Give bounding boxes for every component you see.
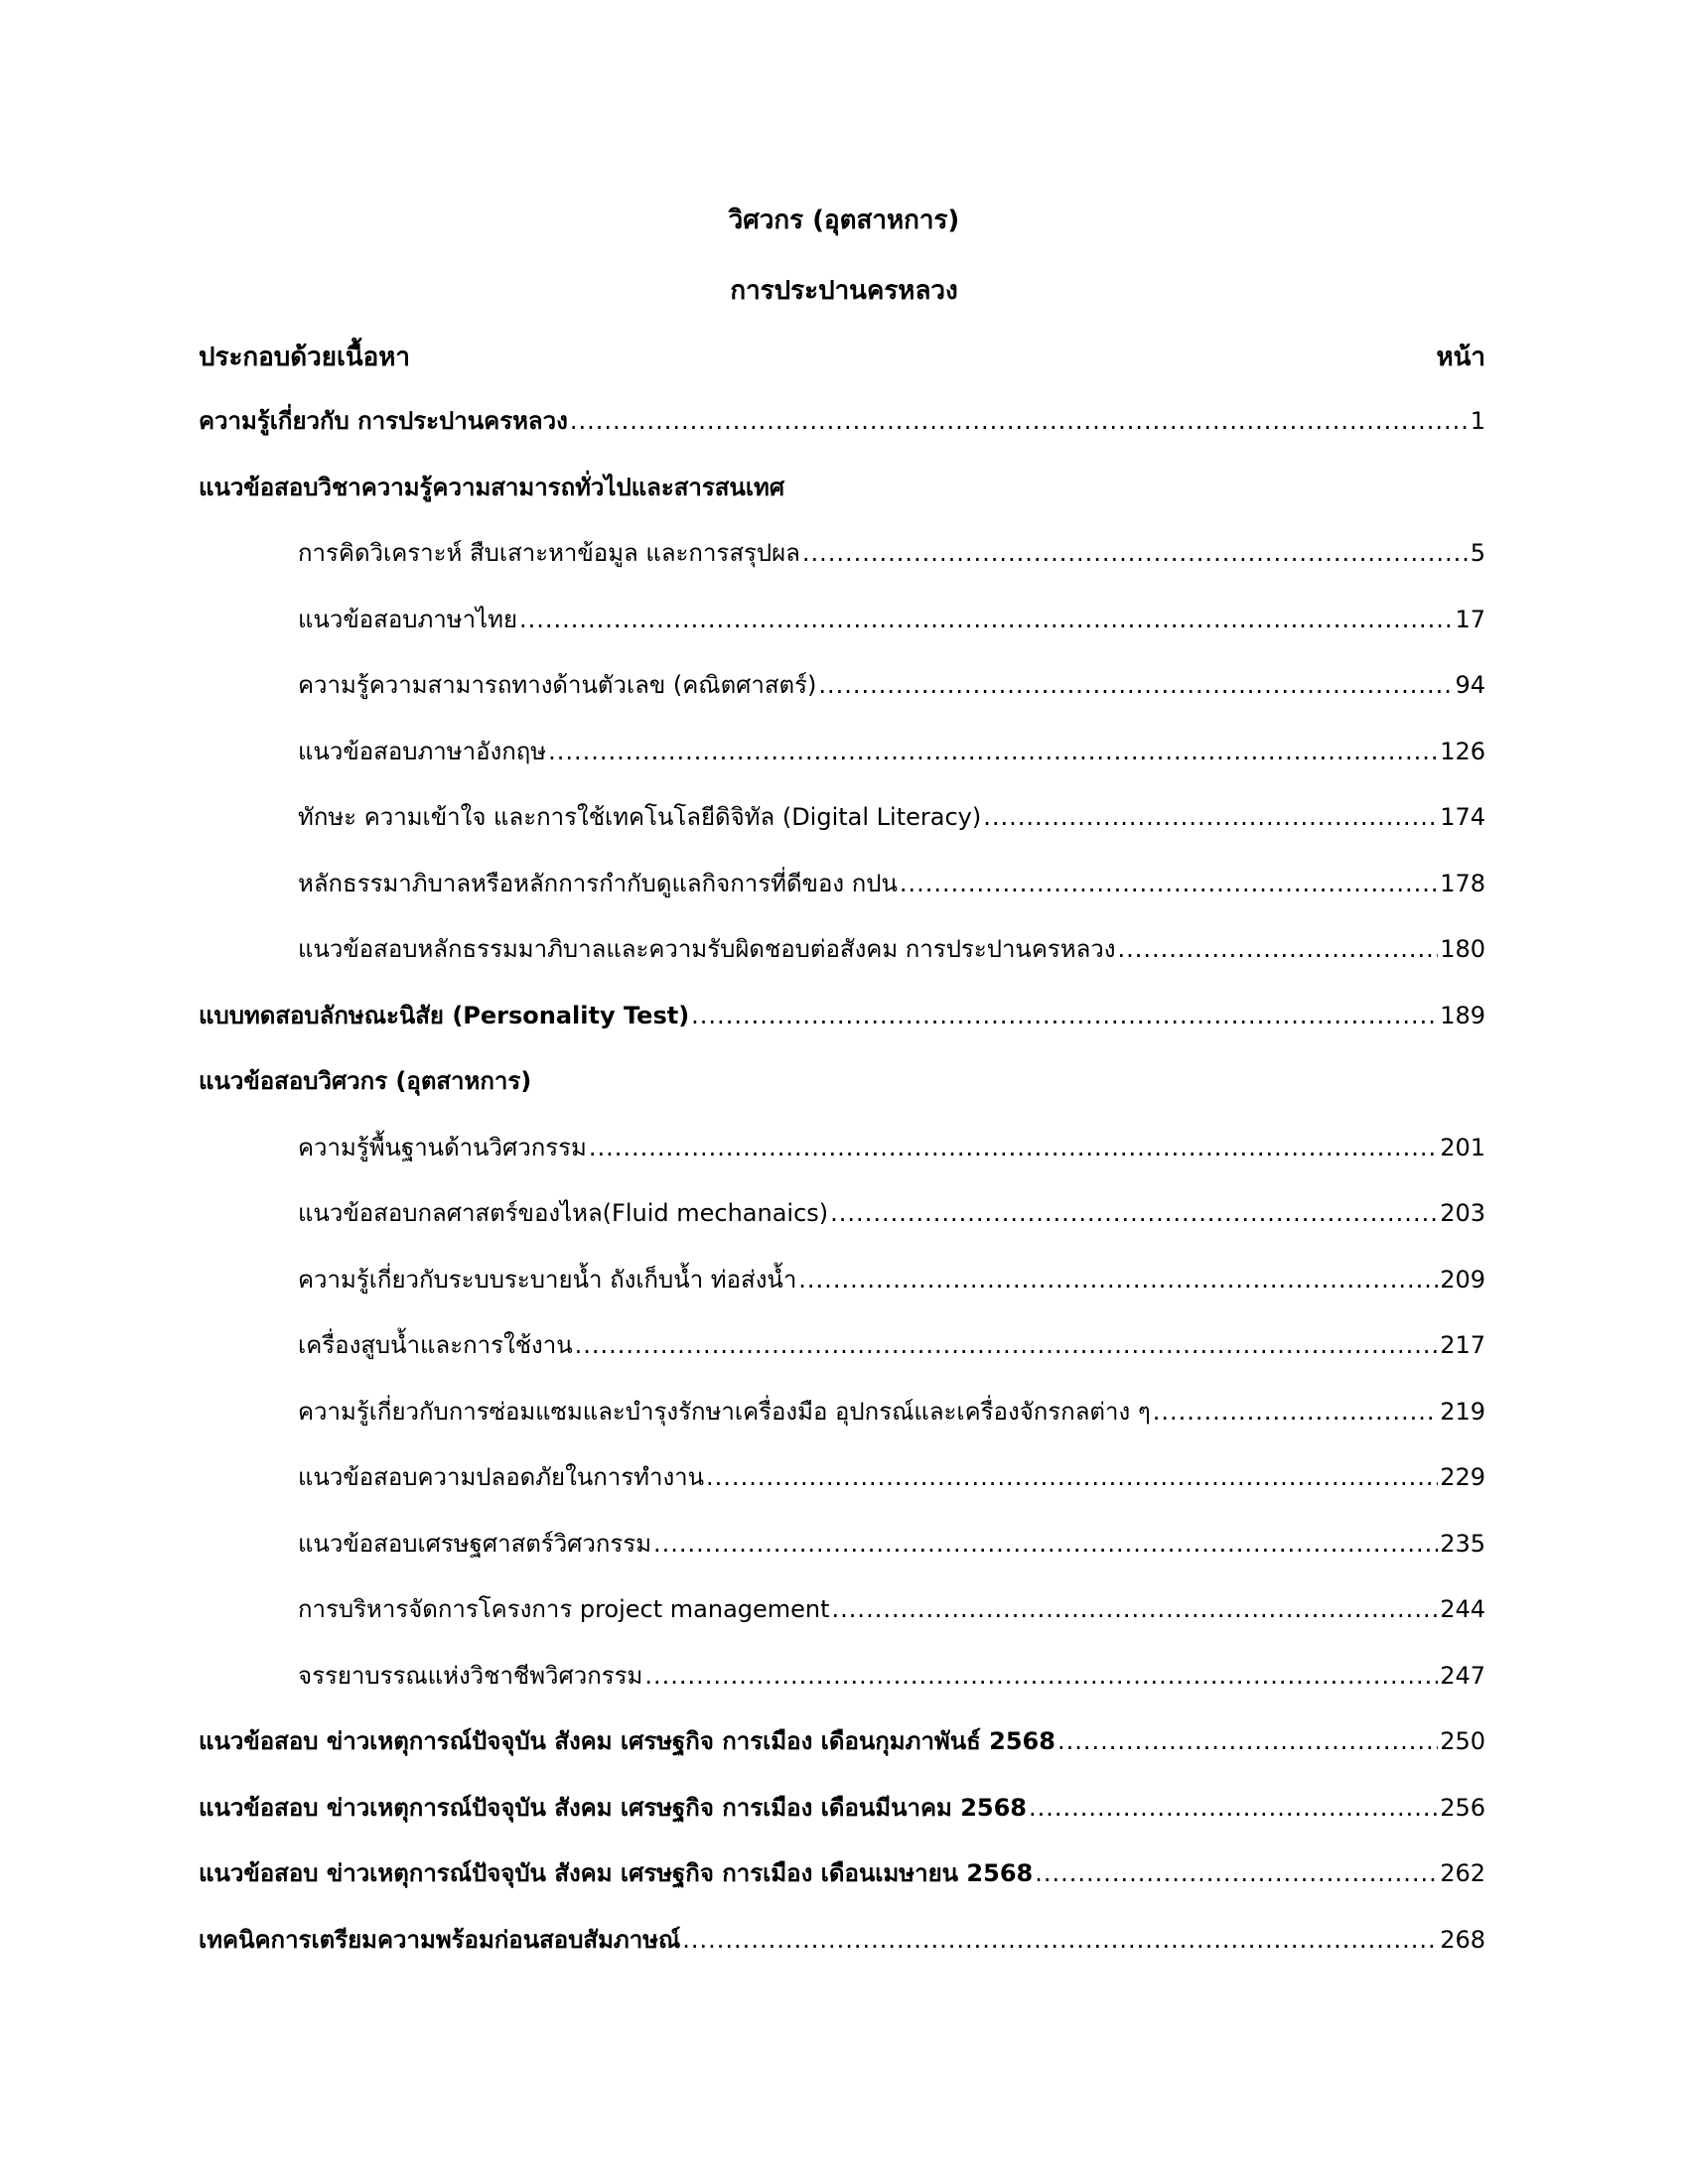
toc-entry-title: ความรู้เกี่ยวกับ การประปานครหลวง — [199, 407, 568, 435]
toc-entry — [199, 997, 1485, 1034]
toc-dot-leader — [830, 1194, 1438, 1232]
toc-entry — [298, 865, 1485, 902]
toc-entry-title: จรรยาบรรณแห่งวิชาชีพวิศวกรรม — [298, 1662, 643, 1690]
toc-entry-title: แนวข้อสอบหลักธรรมมาภิบาลและความรับผิดชอบต่อสังคม การประปานครหลวง — [298, 935, 1116, 963]
toc-entry — [298, 601, 1485, 638]
document-subtitle: การประปานครหลวง — [730, 276, 958, 306]
toc-dot-leader — [570, 402, 1469, 440]
toc-entry-page: 203 — [1440, 1199, 1485, 1227]
toc-entry-page: 262 — [1440, 1859, 1485, 1887]
toc-entry-title: แนวข้อสอบ ข่าวเหตุการณ์ปัจจุบัน สังคม เศรษฐกิจ การเมือง เดือนกุมภาพันธ์ 2568 — [199, 1727, 1055, 1755]
toc-entry-page: 1 — [1470, 407, 1485, 435]
toc-dot-leader — [1118, 930, 1439, 968]
toc-entry — [298, 1261, 1485, 1298]
toc-dot-leader — [1035, 1854, 1438, 1892]
toc-entry-title: ความรู้ความสามารถทางด้านตัวเลข (คณิตศาสตร์) — [298, 671, 817, 699]
toc-dot-leader — [818, 666, 1453, 704]
toc-dot-leader — [519, 601, 1453, 638]
toc-entry-page: 180 — [1440, 935, 1485, 963]
toc-entry-page: 17 — [1455, 606, 1485, 633]
toc-entry — [298, 1393, 1485, 1431]
toc-entry-title: แนวข้อสอบ ข่าวเหตุการณ์ปัจจุบัน สังคม เศรษฐกิจ การเมือง เดือนมีนาคม 2568 — [199, 1794, 1027, 1822]
toc-dot-leader — [832, 1590, 1439, 1628]
toc-dot-leader — [682, 1921, 1438, 1959]
toc-entry-title: ทักษะ ความเข้าใจ และการใช้เทคโนโลยีดิจิทัล (Digital Literacy) — [298, 803, 982, 831]
toc-entry-title: เทคนิคการเตรียมความพร้อมก่อนสอบสัมภาษณ์ — [199, 1926, 681, 1954]
toc-entry-page: 247 — [1440, 1662, 1485, 1690]
toc-dot-leader — [798, 1261, 1438, 1298]
toc-entry-title: แนวข้อสอบ ข่าวเหตุการณ์ปัจจุบัน สังคม เศรษฐกิจ การเมือง เดือนเมษายน 2568 — [199, 1859, 1034, 1887]
toc-entry — [298, 733, 1485, 770]
toc-entry-title: การคิดวิเคราะห์ สืบเสาะหาข้อมูล และการสรุปผล — [298, 539, 800, 567]
toc-dot-leader — [1029, 1789, 1438, 1827]
toc-entry-title: แนวข้อสอบเศรษฐศาสตร์วิศวกรรม — [298, 1530, 652, 1558]
toc-entry — [199, 1789, 1485, 1827]
toc-dot-leader — [548, 733, 1438, 770]
toc-entry-title: แนวข้อสอบภาษาอังกฤษ — [298, 738, 547, 765]
toc-entry — [298, 1657, 1485, 1695]
toc-entry — [298, 1590, 1485, 1628]
toc-dot-leader — [644, 1657, 1438, 1695]
toc-entry-page: 189 — [1440, 1002, 1485, 1029]
toc-entry-title: ความรู้พื้นฐานด้านวิศวกรรม — [298, 1134, 587, 1161]
toc-entry — [199, 469, 1485, 506]
toc-entry-title: แนวข้อสอบวิศวกร (อุตสาหการ) — [199, 1067, 532, 1095]
document-title: วิศวกร (อุตสาหการ) — [728, 205, 960, 235]
toc-dot-leader — [983, 798, 1438, 836]
toc-entry — [298, 798, 1485, 836]
toc-entry-page: 219 — [1440, 1398, 1485, 1426]
toc-dot-leader — [802, 534, 1469, 572]
toc-entry-title: หลักธรรมาภิบาลหรือหลักการกำกับดูแลกิจการที่ดีของ กปน — [298, 870, 898, 897]
toc-entry — [199, 1062, 1485, 1100]
toc-entry-title: ความรู้เกี่ยวกับระบบระบายน้ำ ถังเก็บน้ำ ท่อส่งน้ำ — [298, 1266, 797, 1294]
toc-page-label: หน้า — [1436, 342, 1485, 372]
toc-entry-page: 94 — [1455, 671, 1485, 699]
toc-entry-page: 229 — [1440, 1463, 1485, 1491]
toc-entry-title: แนวข้อสอบกลศาสตร์ของไหล(Fluid mechanaics) — [298, 1199, 829, 1227]
toc-entry — [298, 666, 1485, 704]
toc-entry — [199, 1722, 1485, 1760]
toc-entry — [298, 1194, 1485, 1232]
toc-entry — [298, 930, 1485, 968]
toc-dot-leader — [653, 1525, 1438, 1563]
toc-entry-title: เครื่องสูบน้ำและการใช้งาน — [298, 1331, 573, 1359]
toc-dot-leader — [575, 1326, 1439, 1364]
toc-entry-page: 5 — [1470, 539, 1485, 567]
toc-contents-label: ประกอบด้วยเนื้อหา — [199, 342, 411, 372]
toc-entry-page: 217 — [1440, 1331, 1485, 1359]
toc-entry-page: 268 — [1440, 1926, 1485, 1954]
toc-entry-page: 126 — [1440, 738, 1485, 765]
toc-entry-page: 201 — [1440, 1134, 1485, 1161]
toc-entry — [199, 402, 1485, 440]
toc-entry-page: 209 — [1440, 1266, 1485, 1294]
toc-entry-page: 250 — [1440, 1727, 1485, 1755]
toc-entry-page: 174 — [1440, 803, 1485, 831]
toc-entry — [298, 1458, 1485, 1496]
toc-entry-title: แบบทดสอบลักษณะนิสัย (Personality Test) — [199, 1002, 690, 1029]
toc-dot-leader — [1153, 1393, 1438, 1431]
toc-entry-title: แนวข้อสอบภาษาไทย — [298, 606, 518, 633]
toc-dot-leader — [589, 1129, 1438, 1166]
toc-entry — [298, 1326, 1485, 1364]
toc-entry — [199, 1921, 1485, 1959]
toc-entry-title: ความรู้เกี่ยวกับการซ่อมแซมและบำรุงรักษาเครื่องมือ อุปกรณ์และเครื่องจักรกลต่าง ๆ — [298, 1398, 1151, 1426]
toc-entry-page: 235 — [1440, 1530, 1485, 1558]
toc-entry-page: 178 — [1440, 870, 1485, 897]
toc-entry-page: 244 — [1440, 1595, 1485, 1623]
toc-entry — [298, 1129, 1485, 1166]
toc-entry-title: การบริหารจัดการโครงการ project management — [298, 1595, 830, 1623]
toc-entry-title: แนวข้อสอบวิชาความรู้ความสามารถทั่วไปและสารสนเทศ — [199, 474, 785, 501]
toc-entry — [199, 1854, 1485, 1892]
toc-entry-title: แนวข้อสอบความปลอดภัยในการทำงาน — [298, 1463, 705, 1491]
toc-entry-page: 256 — [1440, 1794, 1485, 1822]
toc-dot-leader — [1057, 1722, 1438, 1760]
toc-dot-leader — [691, 997, 1438, 1034]
toc-entry — [298, 1525, 1485, 1563]
toc-dot-leader — [706, 1458, 1438, 1496]
toc-dot-leader — [900, 865, 1438, 902]
toc-entry — [298, 534, 1485, 572]
